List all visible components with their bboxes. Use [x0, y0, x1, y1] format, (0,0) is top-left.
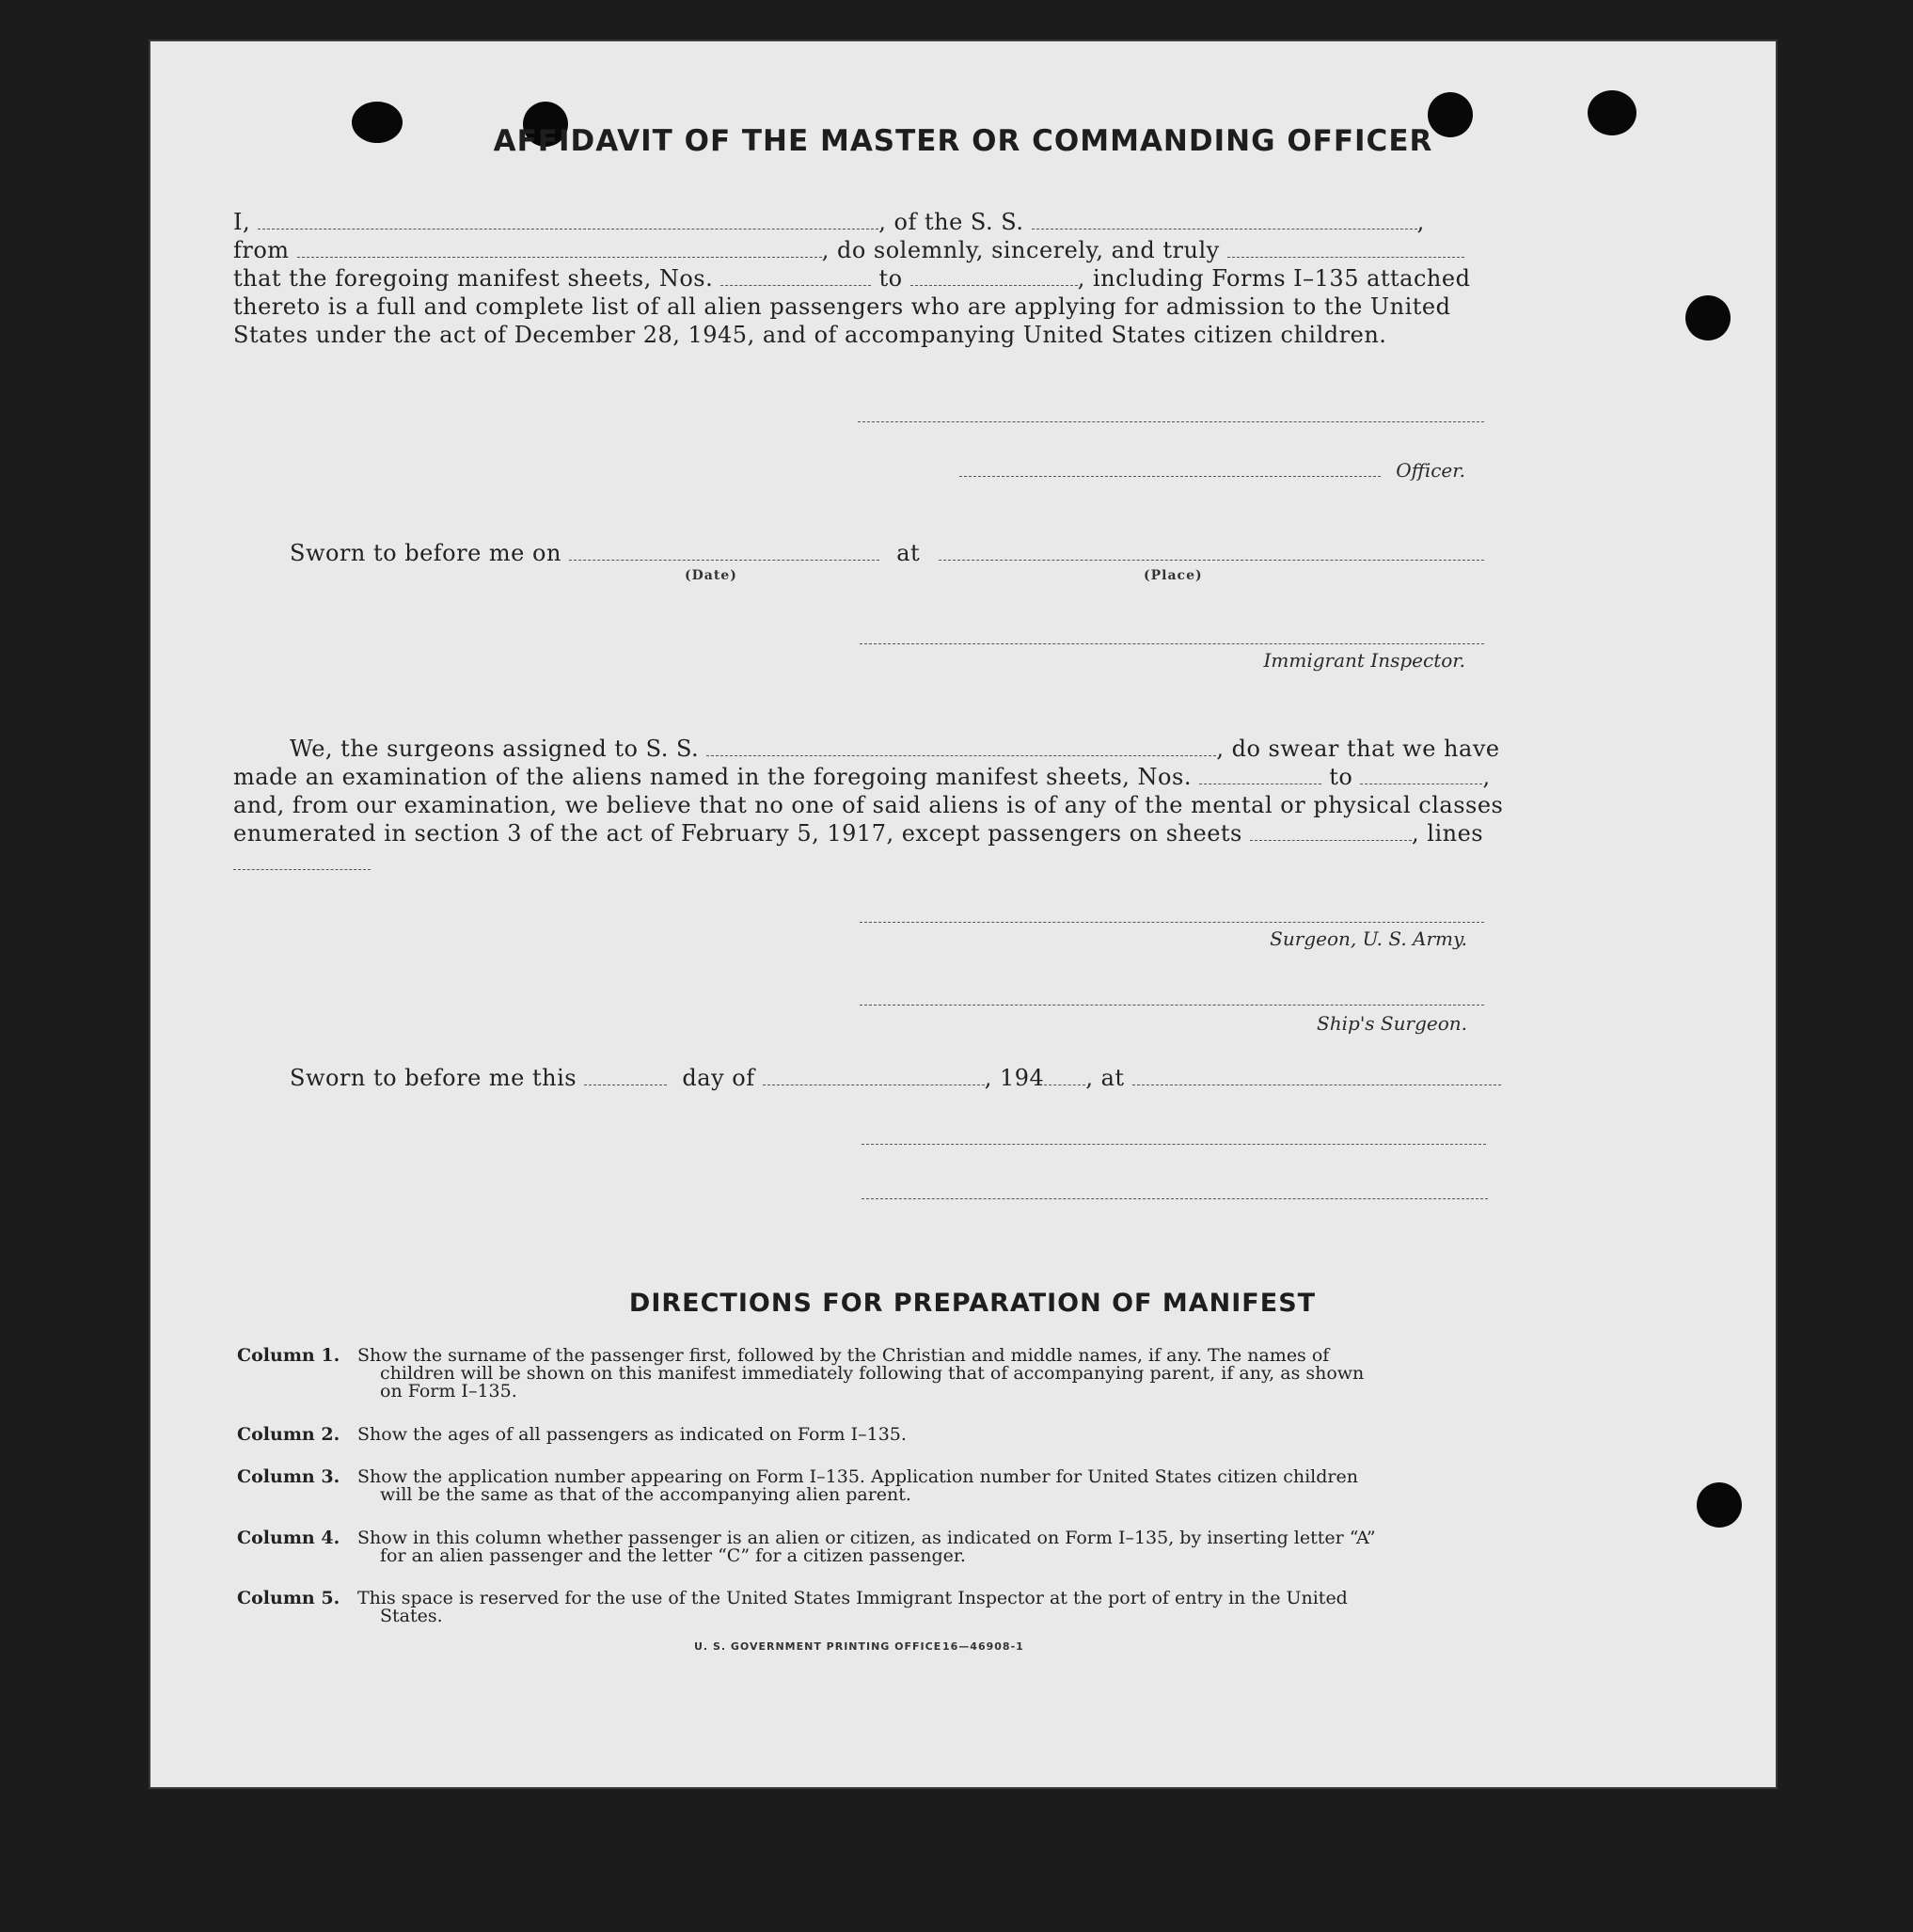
document-page — [150, 41, 1776, 1787]
officer-label: Officer. — [1396, 459, 1465, 482]
text: , including Forms I–135 attached — [1077, 265, 1471, 292]
text: , do swear that we have — [1216, 736, 1500, 762]
text-line: States. — [380, 1606, 443, 1626]
text-line: Show the surname of the passenger first, followed by the Christian and middle names, if any. The names of — [357, 1345, 1330, 1366]
place-field[interactable] — [939, 543, 1484, 561]
ship-surgeon-signature-line[interactable] — [860, 1005, 1484, 1006]
ship-name-field[interactable] — [1032, 212, 1417, 230]
inspector-signature-line[interactable] — [860, 643, 1484, 644]
surgeons-line-2 — [233, 764, 1491, 790]
except-sheets-field[interactable] — [1250, 823, 1412, 841]
text: , — [1416, 209, 1425, 235]
surgeon-sheet-from-field[interactable] — [1199, 767, 1321, 784]
column-text — [357, 1529, 1495, 1565]
text-line: Show the ages of all passengers as indicated on Form I–135. — [357, 1424, 907, 1445]
signature-line[interactable] — [862, 1144, 1486, 1145]
date-field[interactable] — [569, 543, 879, 561]
text-line: This space is reserved for the use of the United States Immigrant Inspector at the port of entry in the United — [357, 1588, 1348, 1608]
text-line: on Form I–135. — [380, 1381, 517, 1401]
direction-item-column-4 — [237, 1529, 1648, 1567]
text: at — [896, 540, 921, 566]
text: , do solemnly, sincerely, and truly — [821, 237, 1220, 263]
direction-item-column-5 — [237, 1590, 1648, 1627]
text: Sworn to before me on — [290, 540, 561, 566]
ship-surgeon-label: Ship's Surgeon. — [1317, 1012, 1467, 1035]
column-label: Column 4. — [237, 1528, 340, 1548]
printer-imprint: U. S. GOVERNMENT PRINTING OFFICE — [694, 1640, 942, 1653]
text: , lines — [1412, 820, 1484, 847]
army-surgeon-signature-line[interactable] — [860, 922, 1484, 923]
surgeon-sheet-to-field[interactable] — [1360, 767, 1482, 784]
signature-line[interactable] — [862, 1198, 1488, 1199]
date-label: (Date) — [685, 568, 737, 583]
truly-field[interactable] — [1227, 240, 1464, 258]
text: enumerated in section 3 of the act of February 5, 1917, except passengers on sheets — [233, 820, 1242, 847]
direction-item-column-3 — [237, 1468, 1648, 1506]
column-label: Column 2. — [237, 1424, 340, 1445]
lines-field[interactable] — [233, 869, 371, 870]
army-surgeon-label: Surgeon, U. S. Army. — [1270, 927, 1467, 950]
form-code: 16—46908-1 — [942, 1640, 1024, 1653]
text: I, — [233, 209, 251, 235]
officer-name-field[interactable] — [258, 212, 878, 230]
affidavit-line-5: States under the act of December 28, 1945, and of accompanying United States citizen children. — [233, 322, 1387, 348]
column-text — [357, 1347, 1495, 1401]
surgeons-line-1 — [290, 736, 1500, 762]
sheet-from-field[interactable] — [720, 268, 871, 286]
text: , 194 — [984, 1065, 1045, 1091]
place-label: (Place) — [1144, 568, 1203, 583]
inspector-label: Immigrant Inspector. — [1263, 649, 1465, 672]
column-text — [357, 1590, 1495, 1625]
text: to — [878, 265, 903, 292]
year-field[interactable] — [1044, 1068, 1085, 1085]
punch-hole — [1685, 295, 1731, 340]
text-line: Show the application number appearing on Form I–135. Application number for United States citizen children — [357, 1466, 1358, 1487]
direction-item-column-1 — [237, 1347, 1648, 1403]
text-line: children will be shown on this manifest immediately following that of accompanying parent, if any, as shown — [380, 1363, 1365, 1384]
affidavit-line-2 — [233, 237, 1464, 263]
surgeon-ship-field[interactable] — [706, 738, 1216, 756]
punch-hole — [1697, 1482, 1742, 1528]
signature-line[interactable] — [858, 421, 1484, 422]
text-line: will be the same as that of the accompanying alien parent. — [380, 1484, 911, 1505]
text: day of — [682, 1065, 755, 1091]
text: to — [1329, 764, 1353, 790]
text: , — [1482, 764, 1491, 790]
text-line: Show in this column whether passenger is an alien or citizen, as indicated on Form I–135, by inserting letter “A” — [357, 1528, 1376, 1548]
text: that the foregoing manifest sheets, Nos. — [233, 265, 714, 292]
text: made an examination of the aliens named in the foregoing manifest sheets, Nos. — [233, 764, 1192, 790]
surgeons-line-4 — [233, 820, 1483, 847]
column-text — [357, 1426, 1495, 1444]
text: , at — [1085, 1065, 1125, 1091]
sworn-line-1 — [290, 540, 1484, 566]
affidavit-line-4: thereto is a full and complete list of all alien passengers who are applying for admission to the United — [233, 293, 1451, 320]
column-label: Column 5. — [237, 1588, 340, 1608]
text: Sworn to before me this — [290, 1065, 577, 1091]
text: from — [233, 237, 290, 263]
directions-title: DIRECTIONS FOR PREPARATION OF MANIFEST — [628, 1289, 1317, 1318]
text: We, the surgeons assigned to S. S. — [290, 736, 700, 762]
officer-title-line[interactable] — [959, 476, 1381, 477]
affidavit-line-3 — [233, 265, 1470, 292]
day-field[interactable] — [584, 1068, 667, 1085]
affidavit-title: AFFIDAVIT OF THE MASTER OR COMMANDING OFFICER — [493, 124, 1433, 158]
column-label: Column 3. — [237, 1466, 340, 1487]
sheet-to-field[interactable] — [910, 268, 1078, 286]
surgeons-line-3: and, from our examination, we believe that no one of said aliens is of any of the mental or physical classes — [233, 792, 1504, 818]
text: , of the S. S. — [878, 209, 1024, 235]
affidavit-line-1 — [233, 209, 1425, 235]
from-port-field[interactable] — [297, 240, 822, 258]
month-field[interactable] — [763, 1068, 985, 1085]
direction-item-column-2 — [237, 1426, 1648, 1447]
column-label: Column 1. — [237, 1345, 340, 1366]
sworn-place-field[interactable] — [1132, 1068, 1501, 1085]
column-text — [357, 1468, 1495, 1504]
sworn-line-2 — [290, 1065, 1501, 1091]
text-line: for an alien passenger and the letter “C” for a citizen passenger. — [380, 1545, 966, 1566]
